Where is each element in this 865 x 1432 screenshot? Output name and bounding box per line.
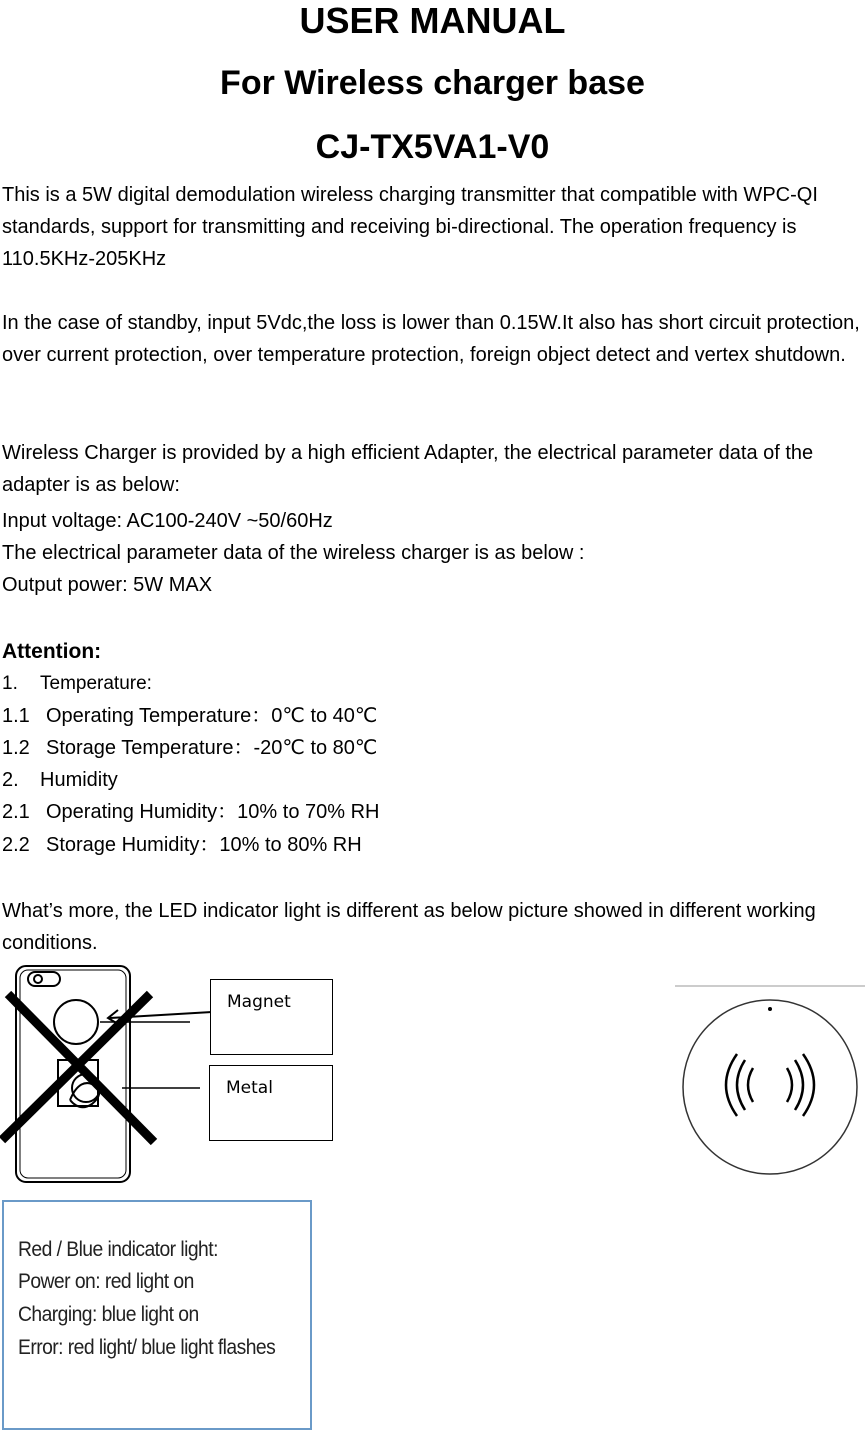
page-subtitle: For Wireless charger base: [220, 64, 645, 102]
led-intro-paragraph: What’s more, the LED indicator light is different as below picture showed in different working conditions.: [2, 900, 816, 954]
led-legend-line: Power on: red light on: [18, 1270, 194, 1293]
led-legend-line: Charging: blue light on: [18, 1303, 199, 1326]
item-number: 1.1: [2, 705, 30, 727]
magnet-label: Magnet: [227, 992, 291, 1012]
item-number: 1.: [2, 673, 18, 694]
item-text: Humidity: [40, 769, 118, 791]
item-text: Storage Humidity：10% to 80% RH: [46, 834, 362, 856]
metal-label: Metal: [226, 1078, 273, 1098]
arrow-icon: [100, 1000, 220, 1030]
item-text: Storage Temperature：-20℃ to 80℃: [46, 737, 378, 759]
item-text: Operating Humidity：10% to 70% RH: [46, 801, 380, 823]
magnet-callout: [210, 979, 333, 1055]
led-dot-icon: [768, 1007, 772, 1011]
input-voltage: Input voltage: AC100-240V ~50/60Hz: [2, 510, 333, 532]
page-title: USER MANUAL: [299, 0, 566, 41]
intro-paragraph: This is a 5W digital demodulation wireless charging transmitter that compatible with WPC-QI standards, support for transmitting and receiving bi-directional. The operation frequency is 110.5KHz-205KHz: [2, 184, 818, 270]
charger-params: The electrical parameter data of the wireless charger is as below :: [2, 542, 585, 564]
attention-item: [2, 700, 377, 732]
attention-item: [2, 764, 118, 796]
item-number: 1.2: [2, 737, 30, 759]
phone-warning-illustration: [0, 960, 200, 1185]
output-power: Output power: 5W MAX: [2, 574, 213, 596]
standby-paragraph: In the case of standby, input 5Vdc,the loss is lower than 0.15W.It also has short circuit protection, over current protection, over temperature protection, foreign object detect and vertex shutdown.: [2, 312, 860, 366]
led-indicator-box: [2, 1200, 312, 1430]
attention-item: [2, 829, 362, 861]
charger-pad-illustration: [675, 980, 865, 1180]
item-number: 2.2: [2, 834, 30, 856]
magnet-icon: [54, 1000, 98, 1044]
model-number: CJ-TX5VA1-V0: [315, 128, 550, 166]
attention-item: [2, 796, 379, 828]
camera-icon: [28, 972, 60, 986]
attention-item: [2, 668, 152, 700]
item-number: 2.1: [2, 801, 30, 823]
attention-heading: Attention:: [2, 640, 102, 663]
item-text: Temperature:: [40, 673, 152, 694]
led-legend-line: Red / Blue indicator light:: [18, 1238, 218, 1261]
charger-pad-icon: [683, 1000, 857, 1174]
led-legend-line: Error: red light/ blue light flashes: [18, 1336, 276, 1359]
attention-item: [2, 732, 377, 764]
metal-callout: [209, 1065, 333, 1141]
item-number: 2.: [2, 769, 19, 791]
adapter-paragraph: Wireless Charger is provided by a high efficient Adapter, the electrical parameter data of the adapter is as below:: [2, 442, 814, 496]
item-text: Operating Temperature：0℃ to 40℃: [46, 705, 378, 727]
